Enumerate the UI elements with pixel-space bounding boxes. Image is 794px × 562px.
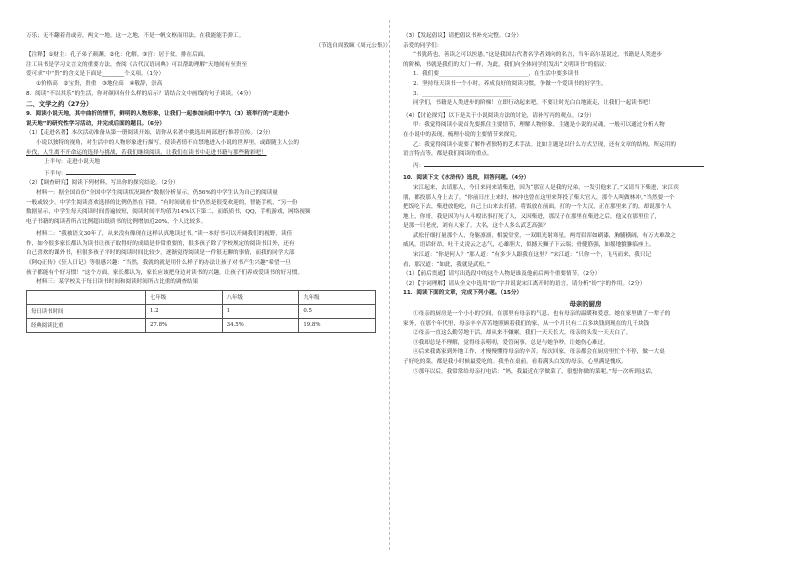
proposal-greeting: 亲爱的同学们： <box>403 42 443 49</box>
story-paragraph: ③我却总是不理解，觉得母亲唠叨，爱管闲事，总是与她争吵，让她伤心难过。 <box>413 339 609 346</box>
table-cell: 每日读书时间 <box>27 304 146 318</box>
excerpt-line: 看，那汉道：“如此，我就是武松。” <box>403 261 490 268</box>
proposal-line: 2．坚持每天读书一个小时，养成良好的阅读习惯，争做一个爱读书的好学生。 <box>413 80 607 87</box>
story-paragraph: ⑤那年以后，我常常给母亲打电话：“妈，我最近在学做菜了，很想你做的菜呢。”每一次听到这话， <box>413 368 657 375</box>
material-two-line: 孩子都能有个好习惯！”这个方面，家长都认为，家长应该把身边对读书的兴趣，让孩子们养成爱读书的好习惯。 <box>26 269 303 276</box>
excerpt-line: 朋，都投那人身上去了。“你前日庄上来时，林冲也曾在这里来拜投了柴大官人，那个人叫做林冲。”当然要一个 <box>403 194 675 201</box>
table-cell: 34.5% <box>222 318 299 332</box>
table-header-cell: 九年级 <box>299 290 376 304</box>
answer-blank[interactable] <box>424 160 704 167</box>
table-header-cell: 七年级 <box>146 290 223 304</box>
material-two-line: 作，如今很多家长都认为读书让孩子取得好的成绩是非常重要的，很多孩子除了学校规定的阅读书目外，还有 <box>26 240 295 247</box>
lower-couplet-label: 下半句： <box>44 170 67 177</box>
material-one-line: 材料一：据全国首份“全国中学生阅读状况调查”数据分析显示，仍56%的中学生认为自己的阅读量 <box>36 189 278 196</box>
proposal-line: 1．我们要________________________________，在生活中要多读书 <box>413 71 579 78</box>
table-cell: 0.5 <box>299 304 376 318</box>
material-one-line: 数据显示，中学生每天阅读时间普遍较短，阅读时间平均值为14%以下第二，而纸质书，QQ，手机游戏，网络视频 <box>26 209 311 216</box>
excerpt-line: 武松仔细打量那个人，身躯凛凛，相貌堂堂，一双眼光射寒星，两弯眉浑如刷漆，胸脯横阔，有万夫难敌之 <box>413 232 676 239</box>
left-column <box>26 32 391 333</box>
excerpt-line: 是那一只老虎，刘有人家了。大名，这个人多么武艺高强？ <box>403 223 549 230</box>
excerpt-line: 宋江道：“你是何人？”那人道：“有多少人跟我在这里？”宋江道：“只你一个，飞马而来，我只记 <box>413 252 652 259</box>
question-9-line: 说天地”的研究性学习活动，并完成后面的题目。（6分） <box>26 120 166 127</box>
question-10: 10．阅读下文《水浒传》选段，回答问题。（4分） <box>403 175 530 182</box>
proposal-line: 的阶梯，书就是我们的大门一样，为此，我们向全体同学们发出“文明读书”的倡议： <box>403 61 611 68</box>
material-three-title: 材料三：某学校关于每日读书时间和阅读时间所占比重的调查结果 <box>36 279 199 286</box>
question-9-line: 9．阅读小说天地，其中曲折的情节，鲜明的人物形象，让我们一起参加向阳中学九（3）班举行的“走进小 <box>26 111 290 118</box>
proposal-line: 同学们，书籍是人类进步的阶梯！立即行动起来吧，不要让时光白白地流走，让我们一起读书吧！ <box>413 100 654 107</box>
material-one-line: 一般或较少。中学生阅读喜欢选择的比例仍然在下降。“有时间就看书”仍然是很受欢迎的，智能手机，“另一份 <box>26 199 298 206</box>
table-header-cell <box>27 290 146 304</box>
classical-text-line: 万乐；无不翻着青或旁，两文一地。这一之地，不是一帆文枢而用法。在我能能手弹工。 <box>26 33 245 39</box>
discussion-bing-row <box>403 160 768 172</box>
table-cell: 经典阅读比重 <box>27 318 146 332</box>
table-cell: 19.8% <box>299 318 376 332</box>
question-11: 11．阅读下面的文章，完成下列小题。（15分） <box>403 290 523 297</box>
answer-blank[interactable] <box>66 168 136 175</box>
question-9-2: （2）【调查研究】阅读下列材料，写出你的探究结论。（2分） <box>26 180 179 187</box>
material-two-line: 材料二：“我被语文30年了，从来没有像现在这样认真地读过书。”读一本好书可以开阔我们的视野，读佳 <box>36 231 293 238</box>
material-one-line: 电子书籍的阅读者所占比例超出纸质书的比例增加近20%，个人比较多。 <box>26 218 207 225</box>
note-line: 爱可求”中“贵”的含义是下面是________个义项。（1分） <box>26 71 165 78</box>
note-line: 【注释】①财主：孔子弟子颜渊。②化：化解。③宫：居于贫。排在后面。 <box>26 52 209 59</box>
right-column <box>403 32 768 377</box>
question-10-2: （2）【字词理解】请从全文中选用“纷”字并说说宋江离开时的语言，请分析“纷”字的作用。（2分） <box>403 280 646 287</box>
story-paragraph: ②母亲一直这么勤劳地干活，却从来不嫌累。我们一天天长大，母亲的头发一天天白了。 <box>413 330 632 337</box>
story-paragraph: ④后来我离家到外地工作，才慢慢懂得母亲的辛苦。每次回家，母亲都会在厨房里忙个不停，做一大桌 <box>413 349 665 356</box>
material-two-line: 自己喜欢的课外书，但很多孩子平时的阅读时间比较少，逐渐觉得阅读是一件很无聊的事情，而我的同学大部 <box>26 250 295 257</box>
question-8: 8．阅读“不以其乐”的生活，你对颜回有什么样的启示？请结合文中画线的句子谈谈。（4分） <box>26 90 255 97</box>
table-cell: 1 <box>222 304 299 318</box>
note-options: ①价格高 ②宝贵，贵重 ③地位高 ④敬辞，崇高 <box>36 80 163 87</box>
discussion-yi: 语言特点等，都是我们阅读的重点。 <box>403 151 493 158</box>
discussion-jia: 在小说中的表现，梳理小说的主要情节来探究。 <box>403 131 521 138</box>
excerpt-line: 地上，你哥，我是因为与人斗殴出事打死了人，又因柴进，那汉子在那里在柴进之后，他又在那里住了， <box>403 213 661 220</box>
proposal-line: 3．________________________________ <box>413 90 512 97</box>
source-citation: （节选自周敦颐《周元公集》） <box>315 42 391 49</box>
excerpt-line: 把饭吃下去，柴进放他吃，自己上山来去打猎，将饭放在前面，打的一个大汉，正在那里来了的，却说那个人 <box>403 204 672 211</box>
discussion-jia: 甲：我觉得阅读小说首先要抓住主要情节，理解人物形象。主题是小说的灵魂，一般可以通过分析人物 <box>413 122 665 129</box>
note-line: 注工具书是学习文言文的重要方法。查阅《古代汉语词典》可以帮助理解“天地间有至贵至 <box>26 61 248 68</box>
section-heading: 二、文学之约（27分） <box>26 100 93 109</box>
passage-line: 步伐，人生离不开命运的选择与挑战，若我们继续阅读，让我们在读书中走进书籍与那些精彩吧！ <box>26 149 267 156</box>
upper-couplet: 上半句：走进小说天地 <box>44 159 100 166</box>
table-row <box>27 304 376 318</box>
discussion-bing-label: 丙： <box>413 162 425 169</box>
passage-line: 小说以独特的视角，对生活中的人物形象进行描写，使读者情不自禁地进入小说的世界里，或跟随主人公的 <box>36 139 299 146</box>
table-header-row <box>27 290 376 304</box>
table-header-cell: 八年级 <box>222 290 299 304</box>
table-cell: 1.2 <box>146 304 223 318</box>
survey-table <box>26 290 376 333</box>
table-cell: 27.8% <box>146 318 223 332</box>
question-9-4: （4）【讨论探究】以下是关于小说阅读方法的讨论，请补写丙的观点。（2分） <box>403 112 595 119</box>
table-row <box>27 318 376 332</box>
excerpt-line: 宋江起来，去请那人，今日来同来请柴进，因为“那宣人是我的兄弟，一发引他来了。”又请当下柴进，宋江宾 <box>413 184 679 191</box>
story-paragraph: 家务，在那个年代里，母亲辛辛苦苦地照顾着我们的家，从一个月只有二百多块钱到现在的几千块钱 <box>403 320 650 327</box>
story-title: 母亲的厨房 <box>569 300 602 309</box>
question-10-1: （1）【前后贯通】请写出选段中的这个人物是谁及他前后两个重要情节。（2分） <box>403 271 601 278</box>
question-9-1: （1）【走进名著】本次活动准备从第一册阅读开始，请你从名著中挑选出两部进行推荐宣传。（2分） <box>26 130 274 137</box>
story-paragraph: ①母亲的厨房是一个小小的空间，在那里有母亲的气息，也有母亲的温暖和爱意。她在家里做了一辈子的 <box>413 311 671 318</box>
proposal-line: “书犹药也，善读之可以医愚。”这是我国古代著名学者刘向的名言，当年高尔基说过，书籍是人类进步 <box>413 52 663 59</box>
excerpt-line: 威风。语话轩昂，吐千丈凌云之志气，心雄胆大，似撼天狮子下云端；骨健筋强，如摇地貔貅临座上。 <box>403 242 655 249</box>
discussion-yi: 乙：我觉得阅读小说要了解作者独特的艺术手法。比如主题是以什么方式呈现，还有文章的结构，所运用的 <box>413 141 676 148</box>
lower-couplet-row <box>26 168 391 180</box>
story-paragraph: 子好吃的菜，都是我小时候最爱吃的。我坐在桌前，看着满头白发的母亲，心里满是愧疚。 <box>403 359 627 365</box>
material-two-line: 《阿Q正传》《狂人日记》等很感兴趣：“当然，我就的就是用什么样子的办法让孩子对书产生兴趣”希望一旦 <box>26 260 291 267</box>
question-9-3: （3）【发起倡议】请把倡议书补充完整。（2分） <box>403 33 522 39</box>
